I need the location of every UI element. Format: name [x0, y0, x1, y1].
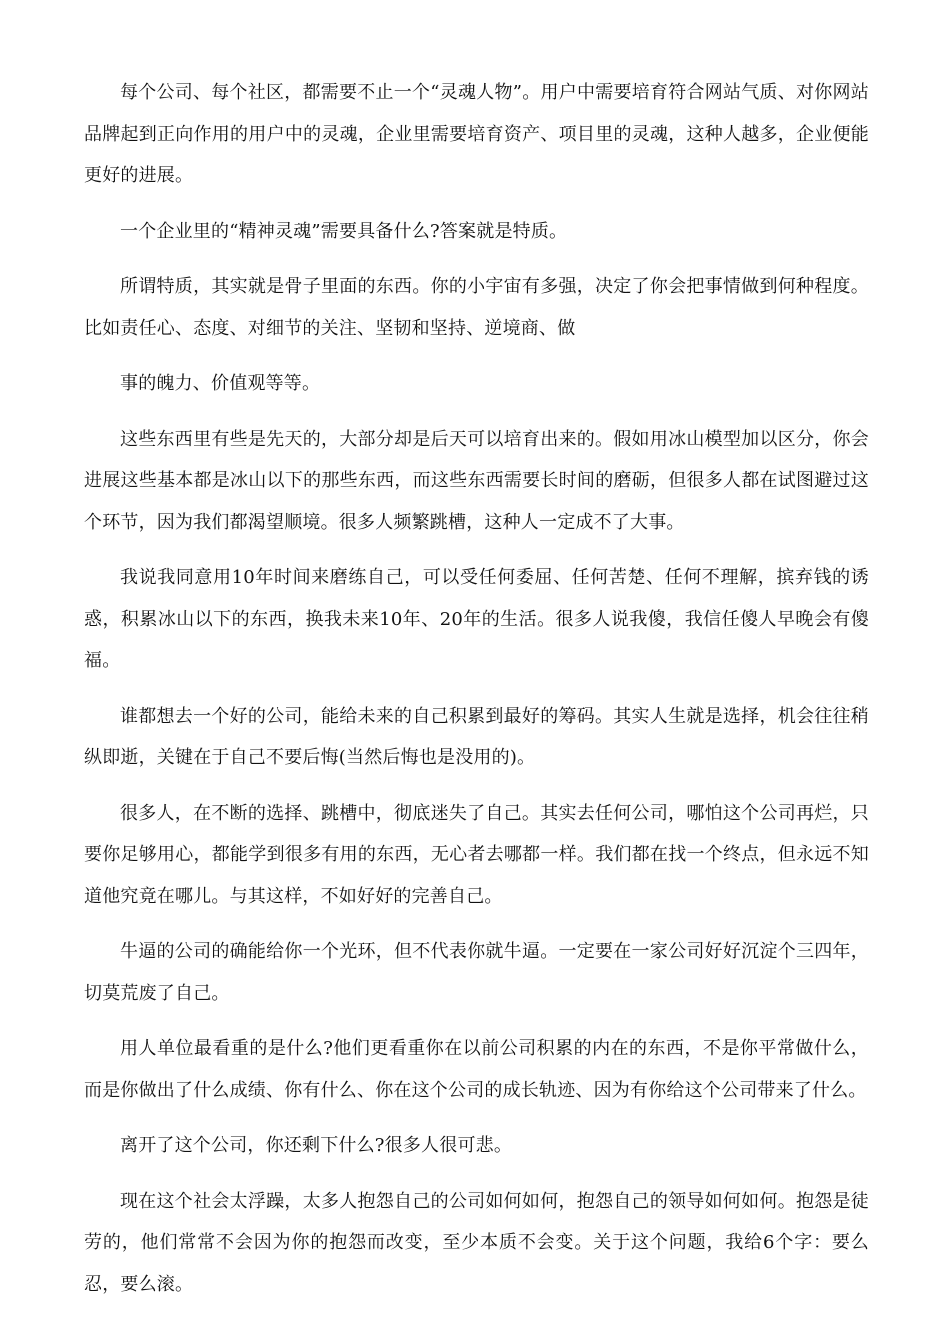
paragraph-6: 我说我同意用10年时间来磨练自己，可以受任何委屈、任何苦楚、任何不理解，摈弃钱的诱惑，积累冰山以下的东西，换我未来10年、20年的生活。很多人说我傻，我信任傻人早晚会有傻福。 — [84, 567, 869, 671]
paragraph-4: 事的魄力、价值观等等。 — [120, 373, 321, 394]
paragraph-3: 所谓特质，其实就是骨子里面的东西。你的小宇宙有多强，决定了你会把事情做到何种程度。比如责任心、态度、对细节的关注、坚韧和坚持、逆境商、做 — [84, 276, 869, 339]
paragraph-10: 用人单位最看重的是什么?他们更看重你在以前公司积累的内在的东西，不是你平常做什么，而是你做出了什么成绩、你有什么、你在这个公司的成长轨迹、因为有你给这个公司带来了什么。 — [84, 1038, 869, 1101]
paragraph-7: 谁都想去一个好的公司，能给未来的自己积累到最好的筹码。其实人生就是选择，机会往往稍纵即逝，关键在于自己不要后悔(当然后悔也是没用的)。 — [84, 705, 869, 768]
paragraph-8: 很多人，在不断的选择、跳槽中，彻底迷失了自己。其实去任何公司，哪怕这个公司再烂，只要你足够用心，都能学到很多有用的东西，无心者去哪都一样。我们都在找一个终点，但永远不知道他究竟在哪儿。与其这样，不如好好的完善自己。 — [84, 802, 869, 907]
paragraph-1: 每个公司、每个社区，都需要不止一个“灵魂人物”。用户中需要培育符合网站气质、对你网站品牌起到正向作用的用户中的灵魂，企业里需要培育资产、项目里的灵魂，这种人越多，企业便能更好的进展。 — [84, 82, 869, 186]
paragraph-2: 一个企业里的“精神灵魂”需要具备什么?答案就是特质。 — [120, 220, 568, 242]
paragraph-5: 这些东西里有些是先天的，大部分却是后天可以培育出来的。假如用冰山模型加以区分，你会进展这些基本都是冰山以下的那些东西，而这些东西需要长时间的磨砺，但很多人都在试图避过这个环节，因为我们都渴望顺境。很多人频繁跳槽，这种人一定成不了大事。 — [84, 428, 869, 533]
paragraph-12: 现在这个社会太浮躁，太多人抱怨自己的公司如何如何，抱怨自己的领导如何如何。抱怨是徒劳的，他们常常不会因为你的抱怨而改变，至少本质不会变。关于这个问题，我给6个字：要么忍，要么滚。 — [84, 1190, 869, 1295]
paragraph-11: 离开了这个公司，你还剩下什么?很多人很可悲。 — [120, 1135, 513, 1156]
document-body — [84, 72, 869, 1319]
paragraph-9: 牛逼的公司的确能给你一个光环，但不代表你就牛逼。一定要在一家公司好好沉淀个三四年，切莫荒废了自己。 — [84, 941, 869, 1004]
